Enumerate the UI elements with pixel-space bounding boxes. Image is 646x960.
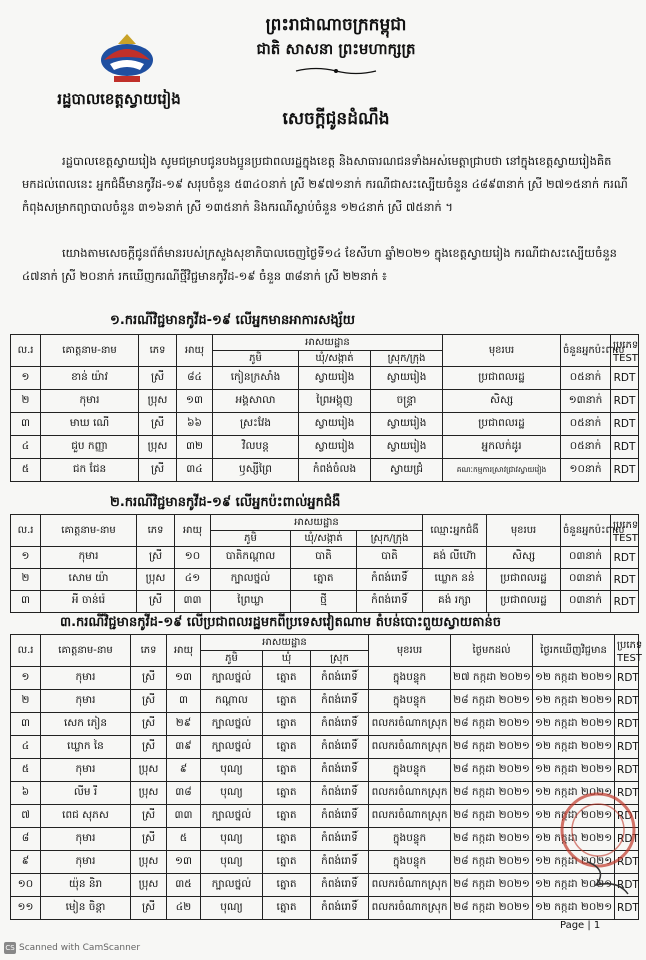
cell-contacts: ០៣នាក់ (561, 547, 611, 569)
cell-district: កំពង់រោទិ៍ (311, 851, 369, 874)
cell-village: អង្គសាលា (213, 390, 299, 413)
cell-age: ១០ (175, 547, 211, 569)
cell-sex: ស្រី (137, 547, 175, 569)
cell-commune: ថ្មី (291, 591, 357, 613)
contact-cases-rows (11, 547, 639, 613)
cell-sex: ស្រី (131, 713, 167, 736)
cell-test: RDT (615, 851, 639, 874)
table-row (11, 851, 639, 874)
table-row (11, 667, 639, 690)
cell-name: កុមារ (41, 759, 131, 782)
cell-name: កុមារ (41, 690, 131, 713)
cell-contacts: ១០នាក់ (561, 459, 611, 482)
cell-district: បាតិ (357, 547, 423, 569)
col-village: ភូមិ (211, 531, 291, 547)
cell-name: កុមារ (41, 390, 139, 413)
cell-contacts: ០៣នាក់ (561, 591, 611, 613)
cell-name: កុមារ (41, 547, 137, 569)
cell-age: ៣៤ (177, 459, 213, 482)
col-age: អាយុ (175, 515, 211, 547)
cell-sex: ស្រី (131, 690, 167, 713)
cell-no: ៣ (11, 591, 41, 613)
cell-village: កៀនក្រសាំង (213, 367, 299, 390)
cell-test: RDT (615, 667, 639, 690)
col-sex: ភេទ (139, 335, 177, 367)
cell-district: កំពង់រោទិ៍ (311, 759, 369, 782)
cell-detected: ១២ កក្កដា ២០២១ (533, 897, 615, 920)
cell-no: ១១ (11, 897, 41, 920)
table-row (11, 390, 639, 413)
cell-age: ១៣ (167, 667, 201, 690)
cell-sex: ស្រី (139, 367, 177, 390)
cell-age: ១៣ (177, 390, 213, 413)
col-contacts: ចំនួនអ្នកប៉ះពាល់ (561, 335, 611, 367)
cell-patient: ឃ្លោក នន់ (423, 569, 487, 591)
cell-detected: ១២ កក្កដា ២០២១ (533, 759, 615, 782)
cell-occupation: គណៈកម្មការស្រាវជ្រាវស្វាយរៀង (443, 459, 561, 482)
col-age: អាយុ (167, 635, 201, 667)
table-row (11, 805, 639, 828)
cell-contacts: ០៥នាក់ (561, 436, 611, 459)
col-name: គោត្តនាម-នាម (41, 635, 131, 667)
cell-age: ៤២ (167, 897, 201, 920)
cell-test: RDT (615, 805, 639, 828)
cell-name: កុមារ (41, 828, 131, 851)
cell-district: កំពង់រោទិ៍ (311, 736, 369, 759)
cell-no: ១ (11, 547, 41, 569)
col-contacts: ចំនួនអ្នកប៉ះពាល់ (561, 515, 611, 547)
table-row (11, 569, 639, 591)
cell-no: ៥ (11, 459, 41, 482)
cell-sex: ប្រុស (139, 390, 177, 413)
cell-test: RDT (611, 436, 639, 459)
col-commune: ឃុំ (263, 651, 311, 667)
cell-test: RDT (615, 897, 639, 920)
cell-sex: ស្រី (131, 828, 167, 851)
col-occupation: មុខរបរ (369, 635, 451, 667)
cell-commune: ត្នោត (263, 759, 311, 782)
col-village: ភូមិ (213, 351, 299, 367)
cell-district: កំពង់រោទិ៍ (357, 591, 423, 613)
cell-test: RDT (611, 390, 639, 413)
cell-test: RDT (611, 413, 639, 436)
cell-district: កំពង់រោទិ៍ (311, 690, 369, 713)
cell-arrival: ២៨ កក្កដា ២០២១ (451, 782, 533, 805)
cell-village: ឫស្សីព្រៃ (213, 459, 299, 482)
province-name: រដ្ឋបាលខេត្តស្វាយរៀង (57, 90, 181, 108)
cell-village: ព្រៃឃ្លា (211, 591, 291, 613)
cell-occupation: អ្នកលក់ដូរ (443, 436, 561, 459)
cell-occupation: ពលករចំណាកស្រុក (369, 874, 451, 897)
cell-no: ១ (11, 667, 41, 690)
cell-no: ២ (11, 569, 41, 591)
cell-detected: ១២ កក្កដា ២០២១ (533, 851, 615, 874)
cell-age: ៣២ (177, 436, 213, 459)
col-occupation: មុខរបរ (487, 515, 561, 547)
cell-no: ៦ (11, 782, 41, 805)
cell-occupation: សិស្ស (487, 547, 561, 569)
cell-test: RDT (615, 828, 639, 851)
table-row (11, 459, 639, 482)
page-number: Page | 1 (560, 920, 601, 931)
table-row (11, 897, 639, 920)
cell-name: ពេជ សុភស (41, 805, 131, 828)
cell-age: ៣៥ (167, 874, 201, 897)
col-detected: ថ្ងៃរកឃើញវិជ្ជមាន (533, 635, 615, 667)
cell-age: ២៩ (167, 713, 201, 736)
cell-occupation: សិស្ស (443, 390, 561, 413)
cell-sex: ប្រុស (131, 759, 167, 782)
cell-occupation: ក្នុងបន្ទុក (369, 851, 451, 874)
cell-detected: ១២ កក្កដា ២០២១ (533, 805, 615, 828)
cell-name: ខាន់ យ៉ាវ (41, 367, 139, 390)
cell-commune: ស្វាយរៀង (299, 413, 371, 436)
cell-detected: ១២ កក្កដា ២០២១ (533, 782, 615, 805)
cell-no: ៨ (11, 828, 41, 851)
cell-district: កំពង់រោទិ៍ (311, 805, 369, 828)
cell-occupation: ប្រជាពលរដ្ឋ (487, 591, 561, 613)
cell-name: កុមារ (41, 667, 131, 690)
col-name: គោត្តនាម-នាម (41, 515, 137, 547)
cell-district: កំពង់រោទិ៍ (311, 782, 369, 805)
cell-sex: ស្រី (139, 413, 177, 436)
cell-name: មាឃ ណើ (41, 413, 139, 436)
col-district: ស្រុក/ក្រុង (371, 351, 443, 367)
col-arrival: ថ្ងៃមកដល់ (451, 635, 533, 667)
cell-sex: ស្រី (131, 897, 167, 920)
col-patient: ឈ្មោះអ្នកជំងឺ (423, 515, 487, 547)
cell-no: ២ (11, 690, 41, 713)
cell-village: បាតិកណ្តាល (211, 547, 291, 569)
cell-name: អី ចាន់រ៉េ (41, 591, 137, 613)
cell-sex: ប្រុស (137, 569, 175, 591)
cell-no: ៤ (11, 736, 41, 759)
cell-test: RDT (615, 690, 639, 713)
cell-arrival: ២៨ កក្កដា ២០២១ (451, 713, 533, 736)
cell-detected: ១២ កក្កដា ២០២១ (533, 713, 615, 736)
cell-no: ១ (11, 367, 41, 390)
col-address: អាសយដ្ឋាន (213, 335, 443, 351)
cell-sex: ស្រី (137, 591, 175, 613)
cell-arrival: ២៨ កក្កដា ២០២១ (451, 759, 533, 782)
imported-cases-rows (11, 667, 639, 920)
cell-district: ស្វាយរៀង (371, 367, 443, 390)
cell-sex: ស្រី (131, 667, 167, 690)
cell-sex: ស្រី (131, 736, 167, 759)
cell-commune: ត្នោត (263, 736, 311, 759)
cell-no: ២ (11, 390, 41, 413)
col-no: ល.រ (11, 335, 41, 367)
col-address: អាសយដ្ឋាន (201, 635, 369, 651)
col-sex: ភេទ (137, 515, 175, 547)
cell-arrival: ២៨ កក្កដា ២០២១ (451, 851, 533, 874)
scanner-text: Scanned with CamScanner (19, 943, 141, 953)
cell-age: ១៣ (167, 851, 201, 874)
cell-village: បុណ្យ (201, 782, 263, 805)
table-row (11, 591, 639, 613)
cell-occupation: ក្នុងបន្ទុក (369, 759, 451, 782)
cell-arrival: ២៨ កក្កដា ២០២១ (451, 874, 533, 897)
cell-test: RDT (611, 459, 639, 482)
cell-village: ក្បាលថ្នល់ (211, 569, 291, 591)
cell-test: RDT (611, 591, 639, 613)
cell-district: កំពង់រោទិ៍ (311, 667, 369, 690)
cell-commune: ស្វាយរៀង (299, 367, 371, 390)
cell-occupation: ពលករចំណាកស្រុក (369, 713, 451, 736)
cell-commune: បាតិ (291, 547, 357, 569)
cell-occupation: ប្រជាពលរដ្ឋ (443, 413, 561, 436)
cell-occupation: ពលករចំណាកស្រុក (369, 805, 451, 828)
cell-no: ៣ (11, 413, 41, 436)
cell-commune: ត្នោត (263, 851, 311, 874)
col-commune: ឃុំ/សង្កាត់ (291, 531, 357, 547)
cell-arrival: ២៨ កក្កដា ២០២១ (451, 690, 533, 713)
cell-commune: ត្នោត (263, 805, 311, 828)
cell-detected: ១២ កក្កដា ២០២១ (533, 667, 615, 690)
cell-commune: ត្នោត (263, 897, 311, 920)
table-row (11, 874, 639, 897)
cell-occupation: ពលករចំណាកស្រុក (369, 736, 451, 759)
cell-contacts: ០៥នាក់ (561, 413, 611, 436)
cell-detected: ១២ កក្កដា ២០២១ (533, 736, 615, 759)
cell-test: RDT (615, 713, 639, 736)
section2-title: ២.ករណីវិជ្ជមានកូវីដ-១៩ លើអ្នកប៉ះពាល់អ្នកជំងឺ (110, 495, 341, 510)
cell-village: ស្រះវែង (213, 413, 299, 436)
cell-commune: ព្រៃអង្គុញ (299, 390, 371, 413)
cell-village: ក្បាលថ្នល់ (201, 667, 263, 690)
cell-test: RDT (611, 569, 639, 591)
cell-commune: ត្នោត (263, 828, 311, 851)
cell-village: វិលបន្ត (213, 436, 299, 459)
cell-arrival: ២៨ កក្កដា ២០២១ (451, 805, 533, 828)
cell-detected: ១២ កក្កដា ២០២១ (533, 690, 615, 713)
table-row (11, 413, 639, 436)
cell-age: ៣៨ (167, 782, 201, 805)
cell-patient: គង់ លីហ៊ោ (423, 547, 487, 569)
cell-age: ៥ (167, 828, 201, 851)
cell-village: ក្បាលថ្នល់ (201, 713, 263, 736)
national-motto: ជាតិ សាសនា ព្រះមហាក្សត្រ (256, 40, 416, 58)
cell-village: បុណ្យ (201, 851, 263, 874)
cell-arrival: ២៨ កក្កដា ២០២១ (451, 828, 533, 851)
cell-age: ៣៣ (167, 805, 201, 828)
cell-village: បុណ្យ (201, 897, 263, 920)
cell-commune: ត្នោត (263, 713, 311, 736)
cell-village: បុណ្យ (201, 828, 263, 851)
cell-age: ៣ (167, 690, 201, 713)
cell-arrival: ២៨ កក្កដា ២០២១ (451, 897, 533, 920)
col-test: ប្រភេទ TEST (615, 635, 639, 667)
cell-commune: ត្នោត (263, 874, 311, 897)
cell-name: មៀន ចិន្តា (41, 897, 131, 920)
cell-name: ឃ្លោក នៃ (41, 736, 131, 759)
suspected-cases-table (10, 334, 639, 482)
col-sex: ភេទ (131, 635, 167, 667)
cell-village: ក្បាលថ្នល់ (201, 874, 263, 897)
cell-no: ៩ (11, 851, 41, 874)
col-district: ស្រុក (311, 651, 369, 667)
cell-district: ចន្ទ្រា (371, 390, 443, 413)
imported-cases-table (10, 634, 643, 920)
cell-village: កណ្តាល (201, 690, 263, 713)
cell-sex: ប្រុស (131, 874, 167, 897)
col-age: អាយុ (177, 335, 213, 367)
cell-age: ៣៣ (175, 591, 211, 613)
cell-district: កំពង់រោទិ៍ (311, 713, 369, 736)
cell-contacts: ០៥នាក់ (561, 367, 611, 390)
cell-district: ស្វាយរៀង (371, 436, 443, 459)
col-test: ប្រភេទ TEST (611, 335, 639, 367)
kingdom-title: ព្រះរាជាណាចក្រកម្ពុជា (265, 15, 407, 35)
cell-contacts: ១៣នាក់ (561, 390, 611, 413)
cell-no: ៣ (11, 713, 41, 736)
cell-no: ៤ (11, 436, 41, 459)
cell-name: ជក ជែន (41, 459, 139, 482)
cell-test: RDT (615, 782, 639, 805)
col-no: ល.រ (11, 515, 41, 547)
cell-village: ក្បាលថ្នល់ (201, 736, 263, 759)
suspected-cases-rows (11, 367, 639, 482)
cell-age: ៩ (167, 759, 201, 782)
cell-arrival: ២៧ កក្កដា ២០២១ (451, 667, 533, 690)
cell-district: កំពង់រោទិ៍ (311, 897, 369, 920)
cell-sex: ស្រី (131, 805, 167, 828)
cell-no: ៥ (11, 759, 41, 782)
cell-name: កុមារ (41, 851, 131, 874)
summary-paragraph: រដ្ឋបាលខេត្តស្វាយរៀង សូមជម្រាបជូនបងប្អូនប្រជាពលរដ្ឋក្នុងខេត្ត និងសាធារណជនទាំងអស់មេត្តាជ្រាបថា នៅក្នុងខេត្តស្វាយរៀងគិតមកដល់ពេលនេះ អ្នកជំងឺមានកូវីដ-១៩ សរុបចំនួន ៥៣៤០នាក់ ស្រី ២៩៧១នាក់ ករណីជាសះស្បើយចំនួន ៤៨៩៣នាក់ ស្រី ២៧១៥នាក់ ករណីកំពុងសម្រាកព្យាបាលចំនួន ៣១៦នាក់ ស្រី ១៣៥នាក់ និងករណីស្លាប់ចំនួន ១២៤នាក់ ស្រី ៧៥នាក់ ។ (22, 154, 628, 214)
cell-name: សេក ភៀន (41, 713, 131, 736)
table-row (11, 547, 639, 569)
col-test: ប្រភេទ TEST (611, 515, 639, 547)
cell-district: កំពង់រោទិ៍ (311, 874, 369, 897)
cell-test: RDT (611, 547, 639, 569)
official-stamp-icon (548, 790, 640, 900)
cell-age: ៤១ (175, 569, 211, 591)
scanner-watermark (4, 942, 140, 954)
cell-test: RDT (615, 736, 639, 759)
cell-occupation: ប្រជាពលរដ្ឋ (487, 569, 561, 591)
section3-title: ៣.ករណីវិជ្ជមានកូវីដ-១៩ លើប្រជាពលរដ្ឋមកពីប្រទេសវៀតណាម តំបន់បោះពួយស្វាយតាន់ច (60, 615, 502, 630)
table-row (11, 828, 639, 851)
cell-district: កំពង់រោទិ៍ (357, 569, 423, 591)
cell-age: ៣៩ (167, 736, 201, 759)
section1-title: ១.ករណីវិជ្ជមានកូវីដ-១៩ លើអ្នកមានអាការសង្ស័យ (110, 313, 356, 328)
cell-patient: គង់ រក្សា (423, 591, 487, 613)
cell-commune: ត្នោត (263, 782, 311, 805)
contact-cases-table (10, 514, 639, 613)
cell-detected: ១២ កក្កដា ២០២១ (533, 828, 615, 851)
cell-sex: ប្រុស (131, 851, 167, 874)
cell-test: RDT (615, 759, 639, 782)
cell-occupation: ក្នុងបន្ទុក (369, 667, 451, 690)
cell-commune: ត្នោត (263, 690, 311, 713)
update-paragraph: យោងតាមសេចក្តីជូនព័ត៌មានរបស់ក្រសួងសុខាភិបាលចេញថ្ងៃទី១៤ ខែសីហា ឆ្នាំ២០២១ ក្នុងខេត្តស្វាយរៀង ករណីជាសះស្បើយចំនួន ៤៧នាក់ ស្រី ២០នាក់ រកឃើញករណីថ្មីវិជ្ជមានកូវីដ-១៩ ចំនួន ៣៨នាក់ ស្រី ២២នាក់ ៖ (22, 246, 617, 283)
table-row (11, 436, 639, 459)
ornament-divider-icon (296, 66, 376, 76)
cell-name: យ៉ុន និរា (41, 874, 131, 897)
cell-sex: ស្រី (139, 459, 177, 482)
col-name: គោត្តនាម-នាម (41, 335, 139, 367)
cell-sex: ប្រុស (139, 436, 177, 459)
cell-district: កំពង់រោទិ៍ (311, 828, 369, 851)
cell-commune: ត្នោត (291, 569, 357, 591)
camscanner-logo-icon: CS (5, 944, 15, 952)
cell-contacts: ០៣នាក់ (561, 569, 611, 591)
cell-commune: ស្វាយរៀង (299, 436, 371, 459)
cell-test: RDT (615, 874, 639, 897)
cell-arrival: ២៨ កក្កដា ២០២១ (451, 736, 533, 759)
table-row (11, 367, 639, 390)
col-occupation: មុខរបរ (443, 335, 561, 367)
col-commune: ឃុំ/សង្កាត់ (299, 351, 371, 367)
col-no: ល.រ (11, 635, 41, 667)
cell-age: ៦៦ (177, 413, 213, 436)
table-row (11, 690, 639, 713)
cell-name: សោម យ៉ា (41, 569, 137, 591)
cell-name: លីម រី (41, 782, 131, 805)
table-row (11, 782, 639, 805)
cell-village: ក្បាលថ្នល់ (201, 805, 263, 828)
cell-test: RDT (611, 367, 639, 390)
col-address: អាសយដ្ឋាន (211, 515, 423, 531)
col-district: ស្រុក/ក្រុង (357, 531, 423, 547)
cell-no: ៧ (11, 805, 41, 828)
cell-district: ស្វាយជ្រំ (371, 459, 443, 482)
cell-occupation: ពលករចំណាកស្រុក (369, 897, 451, 920)
cell-no: ១០ (11, 874, 41, 897)
cell-name: ជួប កញ្ញា (41, 436, 139, 459)
cell-detected: ១២ កក្កដា ២០២១ (533, 874, 615, 897)
cell-district: ស្វាយរៀង (371, 413, 443, 436)
cell-commune: កំពង់ចំលង (299, 459, 371, 482)
province-emblem-icon (96, 30, 158, 88)
cell-sex: ប្រុស (131, 782, 167, 805)
cell-occupation: ពលករចំណាកស្រុក (369, 782, 451, 805)
table-row (11, 713, 639, 736)
cell-occupation: ប្រជាពលរដ្ឋ (443, 367, 561, 390)
cell-commune: ត្នោត (263, 667, 311, 690)
cell-occupation: ក្នុងបន្ទុក (369, 828, 451, 851)
cell-age: ៨៤ (177, 367, 213, 390)
table-row (11, 759, 639, 782)
cell-village: បុណ្យ (201, 759, 263, 782)
table-row (11, 736, 639, 759)
notice-title: សេចក្តីជូនដំណឹង (282, 109, 390, 129)
col-village: ភូមិ (201, 651, 263, 667)
cell-occupation: ក្នុងបន្ទុក (369, 690, 451, 713)
